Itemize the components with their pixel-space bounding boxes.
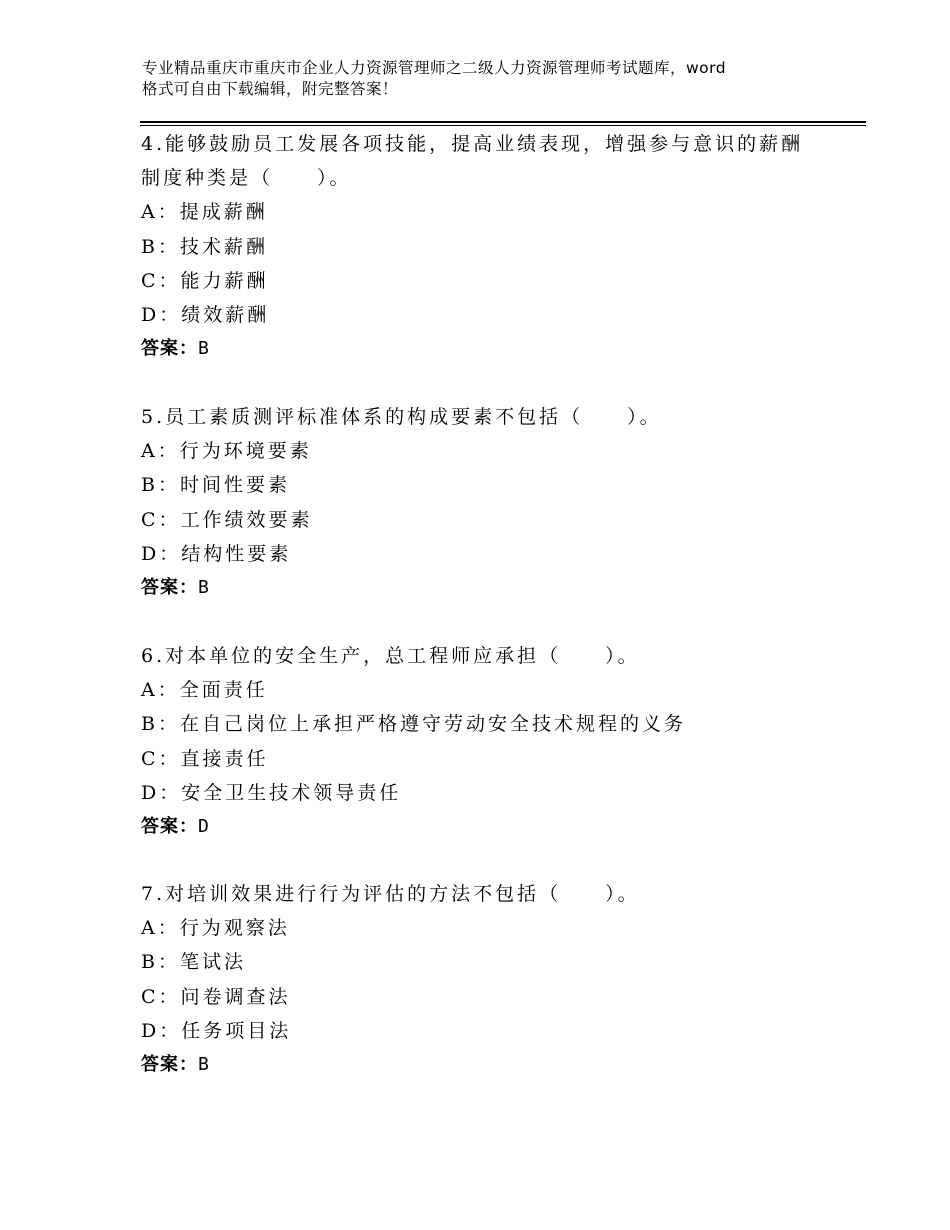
option-b: B：笔试法	[141, 951, 246, 974]
question-block-7	[141, 877, 841, 1082]
question-text: 4.能够鼓励员工发展各项技能，提高业绩表现，增强参与意识的薪酬	[141, 133, 804, 155]
answer-value: B	[198, 338, 210, 360]
option-c: C：问卷调查法	[141, 985, 291, 1008]
option-b: B：在自己岗位上承担严格遵守劳动安全技术规程的义务	[141, 713, 686, 736]
header-line-1: 专业精品重庆市重庆市企业人力资源管理师之二级人力资源管理师考试题库，word	[142, 59, 727, 77]
answer-line	[141, 332, 841, 366]
question-text: 5.员工素质测评标准体系的构成要素不包括（ ）。	[141, 406, 662, 428]
answer-value: D	[198, 815, 210, 837]
option-d: D：结构性要素	[141, 542, 292, 565]
option-d: D：任务项目法	[141, 1019, 292, 1042]
option-d: D：安全卫生技术领导责任	[141, 781, 402, 804]
question-text: 制度种类是（ ）。	[141, 167, 352, 190]
option-c: C：直接责任	[141, 747, 269, 770]
option-b: B：技术薪酬	[141, 235, 268, 258]
question-block-4	[141, 127, 841, 366]
question-block-6	[141, 639, 841, 844]
option-a: A：行为环境要素	[141, 440, 312, 463]
answer-line	[141, 1048, 841, 1082]
answer-line	[141, 571, 841, 605]
option-d: D：绩效薪酬	[141, 303, 270, 326]
document-header	[142, 58, 832, 100]
answer-value: B	[198, 576, 210, 598]
answer-value: B	[198, 1053, 210, 1075]
question-text: 7.对培训效果进行行为评估的方法不包括（ ）。	[141, 883, 640, 905]
header-divider-thick	[140, 121, 866, 123]
option-a: A：行为观察法	[141, 917, 290, 940]
answer-line	[141, 810, 841, 844]
option-a: A：提成薪酬	[141, 201, 268, 224]
answer-label: 答案：	[141, 815, 198, 837]
answer-label: 答案：	[141, 576, 198, 598]
option-c: C：能力薪酬	[141, 269, 269, 292]
question-text: 6.对本单位的安全生产，总工程师应承担（ ）。	[141, 645, 640, 667]
answer-label: 答案：	[141, 338, 198, 360]
question-block-5	[141, 400, 841, 605]
option-c: C：工作绩效要素	[141, 508, 313, 531]
option-b: B：时间性要素	[141, 474, 290, 497]
header-divider-thin	[140, 125, 866, 126]
header-line-2: 格式可自由下载编辑，附完整答案！	[142, 80, 399, 98]
answer-label: 答案：	[141, 1053, 198, 1075]
option-a: A：全面责任	[141, 679, 268, 702]
